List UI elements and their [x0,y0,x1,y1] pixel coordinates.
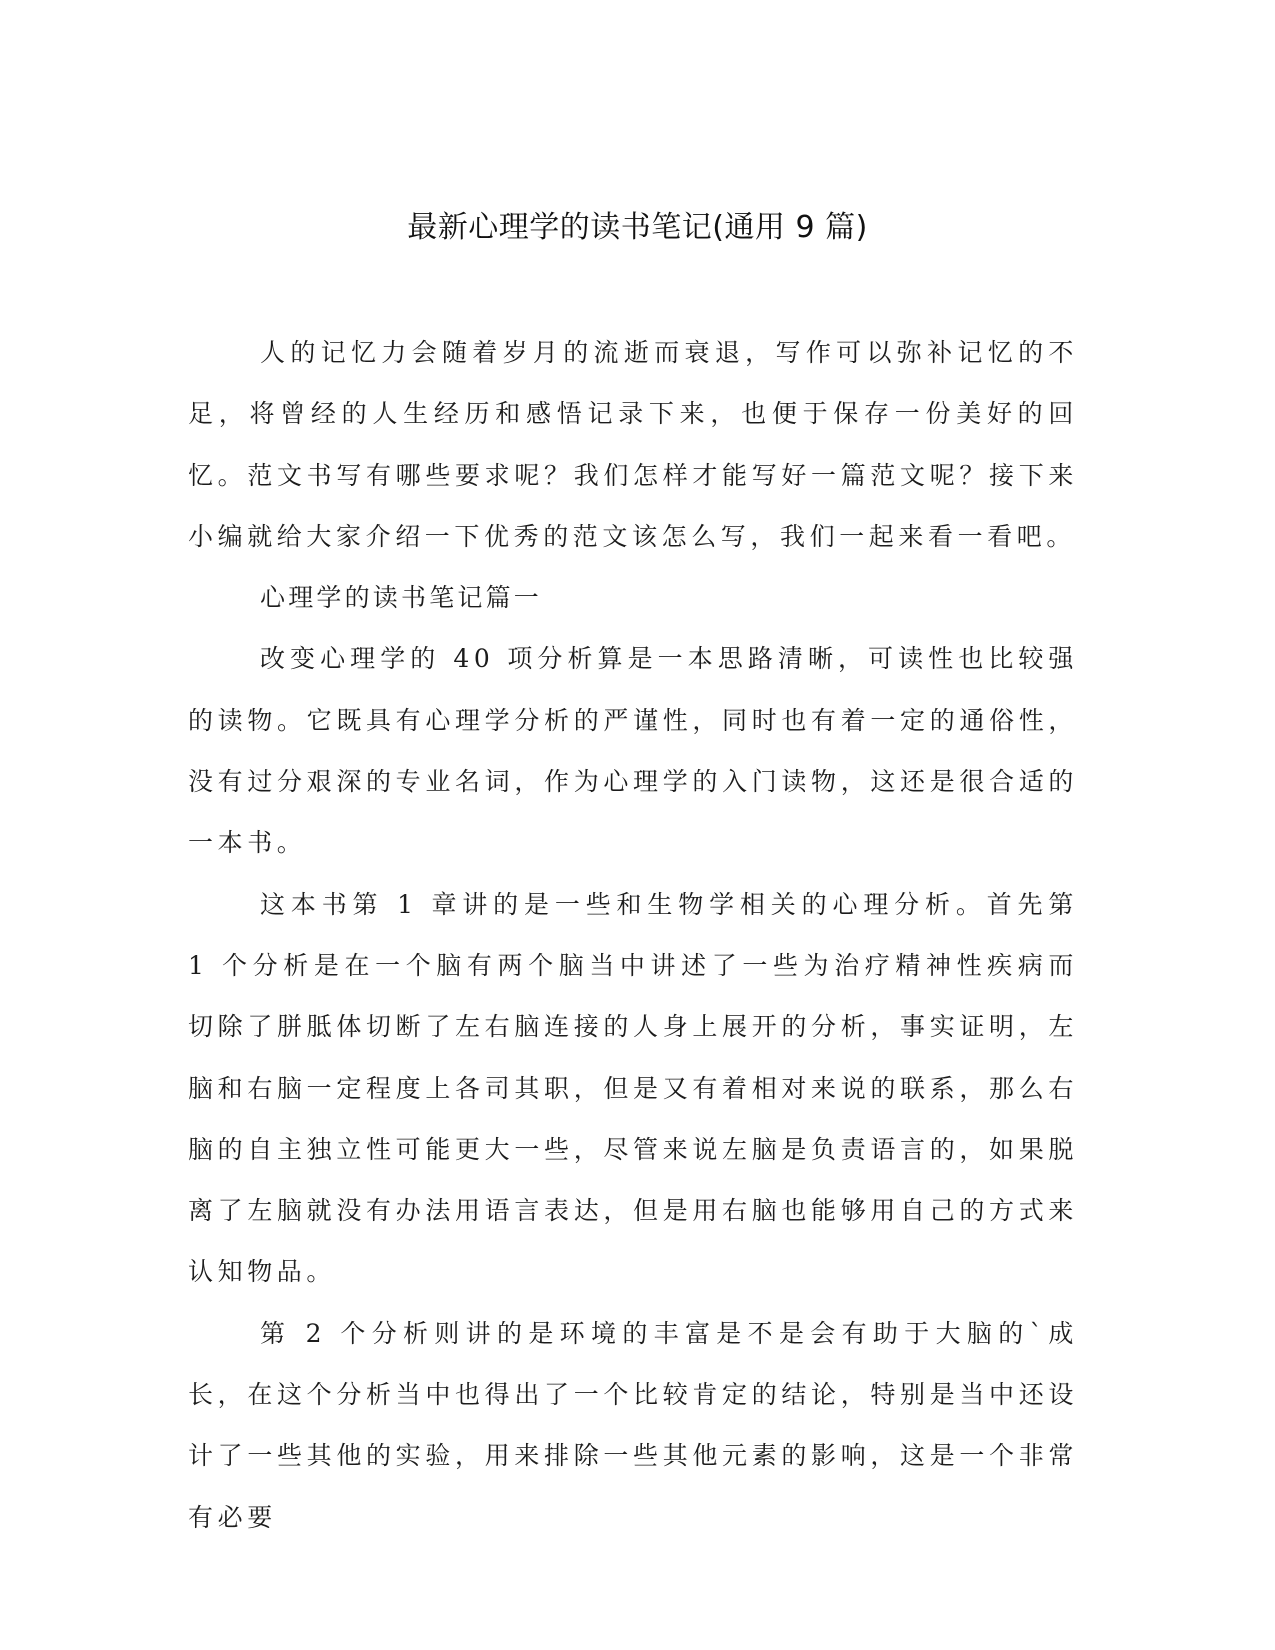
paragraph-second-analysis: 第 2 个分析则讲的是环境的丰富是不是会有助于大脑的`成长，在这个分析当中也得出了一个比较肯定的结论，特别是当中还设计了一些其他的实验，用来排除一些其他元素的影响，这是一个非常有必要 [188,1318,1078,1532]
paragraph-book-overview: 改变心理学的 40 项分析算是一本思路清晰，可读性也比较强的读物。它既具有心理学分析的严谨性，同时也有着一定的通俗性，没有过分艰深的专业名词，作为心理学的入门读物，这还是很合适的一本书。 [188,644,1078,858]
document-title: 最新心理学的读书笔记(通用 9 篇) [407,210,868,245]
section-heading: 心理学的读书笔记篇一 [260,583,543,613]
document-body [188,322,1078,1548]
paragraph-chapter-one: 这本书第 1 章讲的是一些和生物学相关的心理分析。首先第 1 个分析是在一个脑有两个脑当中讲述了一些为治疗精神性疾病而切除了胼胝体切断了左右脑连接的人身上展开的分析，事实证明，左脑和右脑一定程度上各司其职，但是又有着相对来说的联系，那么右脑的自主独立性可能更大一些，尽管来说左脑是负责语言的，如果脱离了左脑就没有办法用语言表达，但是用右脑也能够用自己的方式来认知物品。 [188,889,1078,1287]
paragraph-intro: 人的记忆力会随着岁月的流逝而衰退，写作可以弥补记忆的不足，将曾经的人生经历和感悟记录下来，也便于保存一份美好的回忆。范文书写有哪些要求呢？我们怎样才能写好一篇范文呢？接下来小编就给大家介绍一下优秀的范文该怎么写，我们一起来看一看吧。 [188,338,1078,551]
